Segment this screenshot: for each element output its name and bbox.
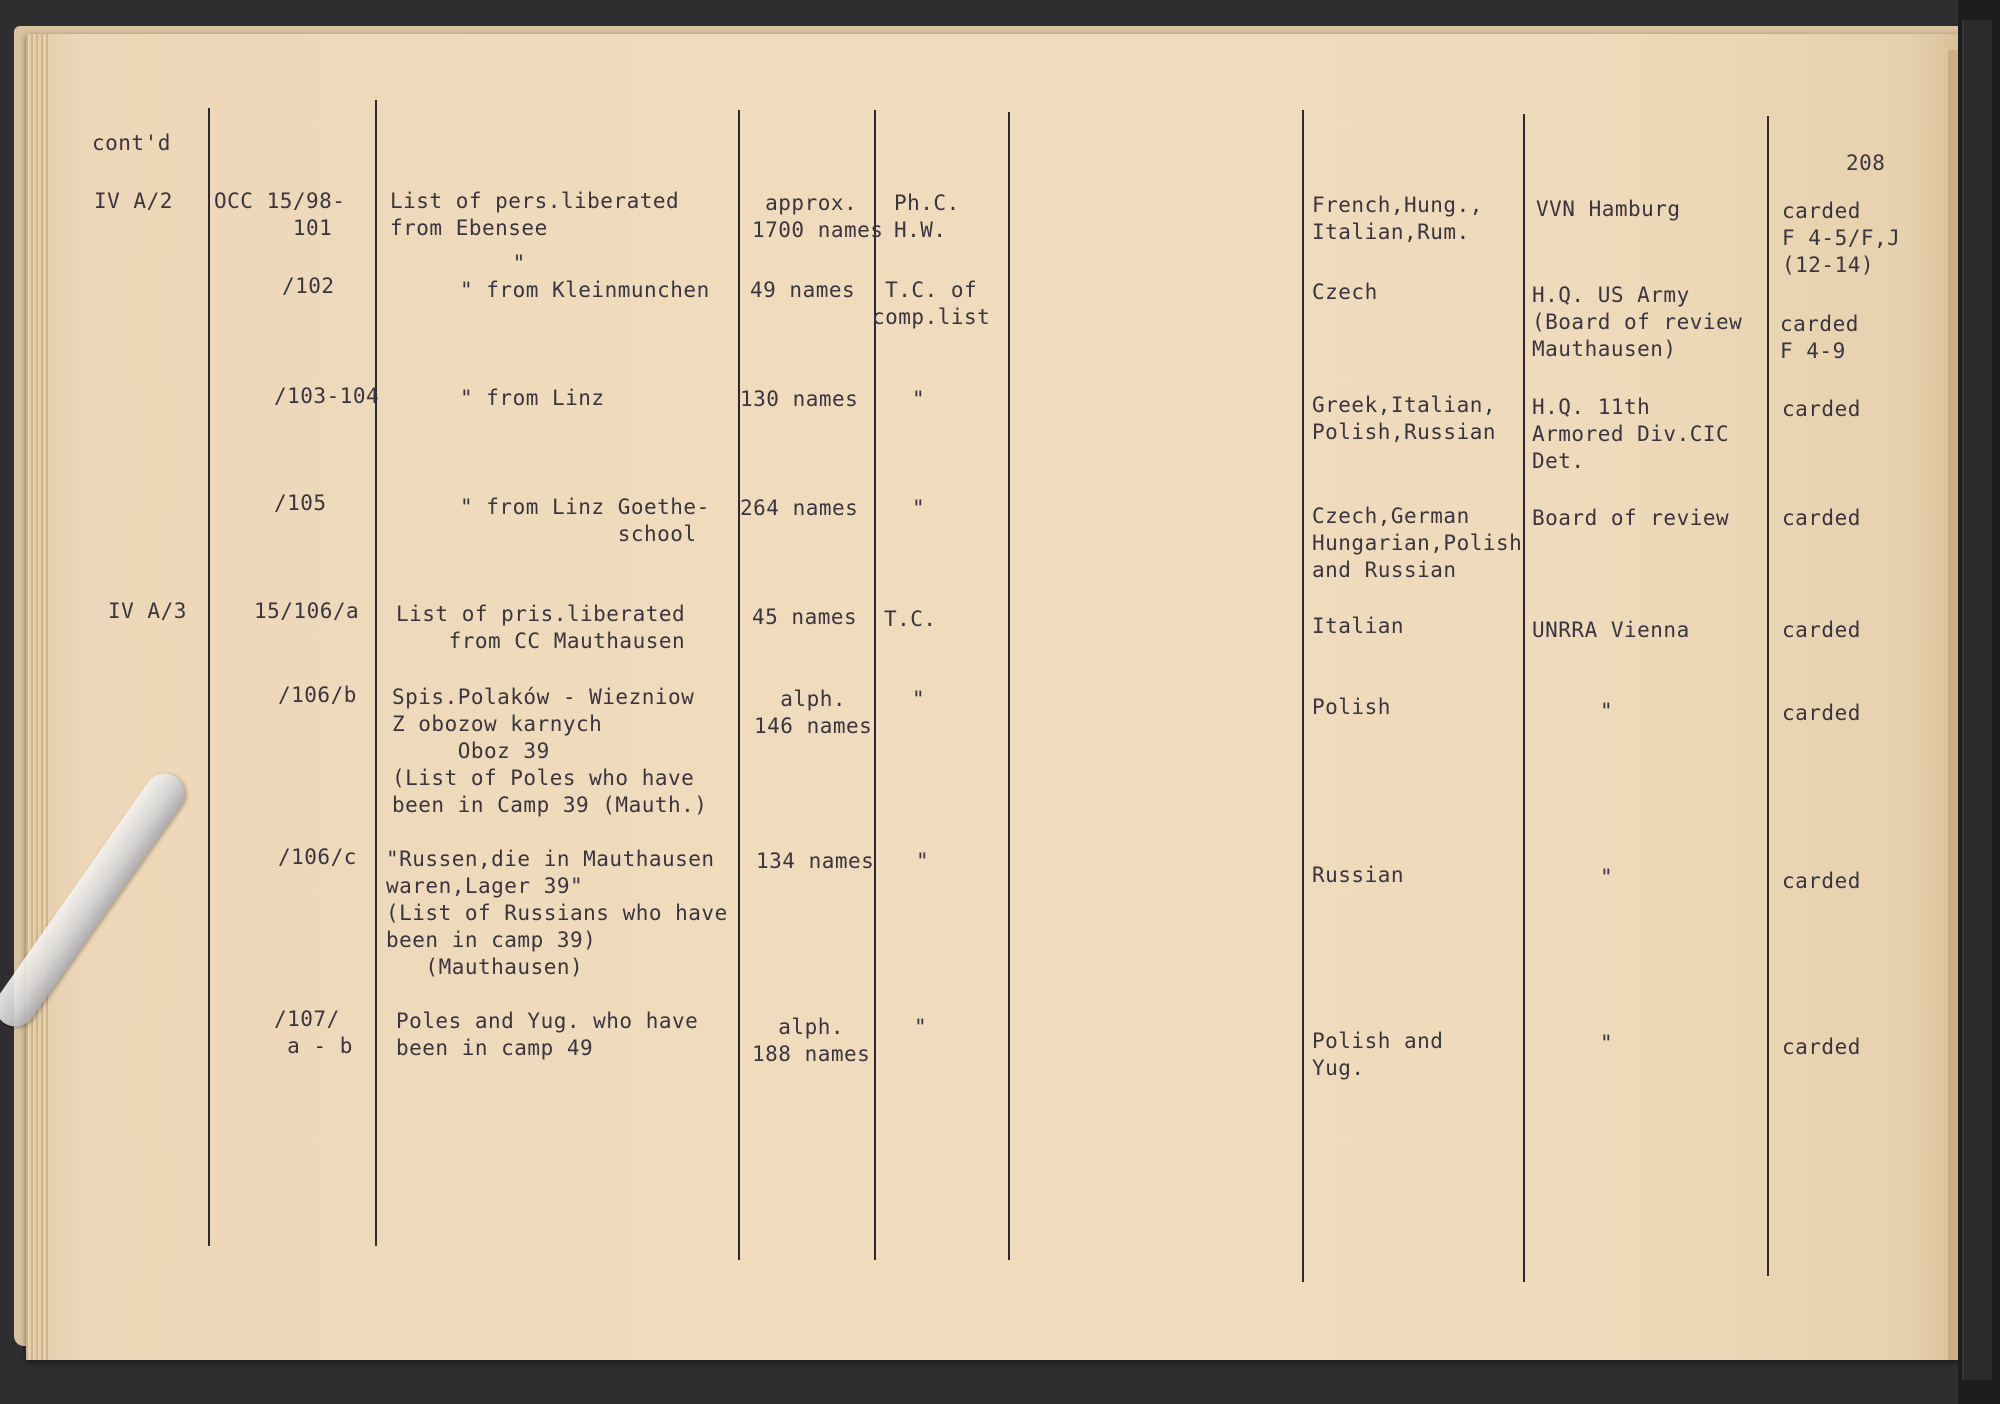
reference: OCC 15/98- 101 bbox=[214, 189, 346, 240]
nationality: Italian bbox=[1312, 614, 1405, 638]
column-rule bbox=[375, 100, 377, 1246]
status: carded bbox=[1782, 869, 1861, 893]
reference: /106/c bbox=[278, 845, 357, 869]
count: 49 names bbox=[750, 278, 856, 302]
reference: /102 bbox=[282, 274, 335, 298]
section-code: IV A/2 bbox=[94, 189, 173, 213]
nationality: Russian bbox=[1312, 863, 1405, 887]
type: T.C. bbox=[884, 607, 937, 631]
reference: /106/b bbox=[278, 683, 357, 707]
status: carded F 4-9 bbox=[1780, 312, 1859, 363]
section-code: IV A/3 bbox=[108, 599, 187, 623]
column-rule bbox=[738, 110, 740, 1260]
description: " from Linz Goethe- school bbox=[460, 495, 710, 546]
type: " bbox=[914, 1015, 928, 1039]
nationality: Czech bbox=[1312, 280, 1378, 304]
count: 134 names bbox=[756, 849, 875, 873]
column-rule bbox=[1302, 110, 1304, 1282]
column-rule bbox=[1008, 112, 1010, 1260]
type: " bbox=[912, 496, 926, 520]
count: 45 names bbox=[752, 605, 858, 629]
reference: /105 bbox=[274, 491, 327, 515]
nationality: Polish bbox=[1312, 695, 1391, 719]
source: " bbox=[1600, 865, 1614, 889]
nationality: French,Hung., Italian,Rum. bbox=[1312, 193, 1483, 244]
status: carded bbox=[1782, 618, 1861, 642]
reference: /107/ a - b bbox=[274, 1007, 353, 1058]
type: " bbox=[916, 849, 930, 873]
description: " " from Kleinmunchen bbox=[460, 251, 710, 302]
description: " from Linz bbox=[460, 386, 605, 410]
nationality: Czech,German Hungarian,Polish and Russian bbox=[1312, 504, 1523, 582]
type: T.C. of comp.list bbox=[872, 278, 991, 329]
count: 130 names bbox=[740, 387, 859, 411]
binder-clip-inner bbox=[1962, 20, 1992, 1380]
reference: 15/106/a bbox=[254, 599, 360, 623]
page-number: 208 bbox=[1846, 151, 1886, 175]
description: List of pers.liberated from Ebensee bbox=[390, 189, 680, 240]
count: alph. 188 names bbox=[752, 1015, 871, 1066]
type: " bbox=[912, 687, 926, 711]
page-edges bbox=[26, 34, 48, 1360]
status: carded bbox=[1782, 1035, 1861, 1059]
source: " bbox=[1600, 699, 1614, 723]
count: 264 names bbox=[740, 496, 859, 520]
source: VVN Hamburg bbox=[1536, 197, 1681, 221]
source: H.Q. 11th Armored Div.CIC Det. bbox=[1532, 395, 1730, 473]
status: carded F 4-5/F,J (12-14) bbox=[1782, 199, 1901, 277]
status: carded bbox=[1782, 397, 1861, 421]
source: Board of review bbox=[1532, 506, 1730, 530]
type: Ph.C. H.W. bbox=[894, 191, 960, 242]
column-rule bbox=[208, 108, 210, 1246]
reference: /103-104 bbox=[274, 384, 380, 408]
nationality: Polish and Yug. bbox=[1312, 1029, 1444, 1080]
nationality: Greek,Italian, Polish,Russian bbox=[1312, 393, 1497, 444]
column-rule bbox=[1767, 116, 1769, 1276]
count: approx. 1700 names bbox=[752, 191, 884, 242]
source: H.Q. US Army (Board of review Mauthausen) bbox=[1532, 283, 1743, 361]
description: Poles and Yug. who have been in camp 49 bbox=[396, 1009, 699, 1060]
column-rule bbox=[1523, 114, 1525, 1282]
type: " bbox=[912, 387, 926, 411]
description: "Russen,die in Mauthausen waren,Lager 39" (List of Russians who have been in camp 39) (Mauthausen) bbox=[386, 847, 728, 979]
description: Spis.Polaków - Wiezniow Z obozow karnych Oboz 39 (List of Poles who have been in Camp 39 (Mauth.) bbox=[392, 685, 708, 817]
source: " bbox=[1600, 1031, 1614, 1055]
status: carded bbox=[1782, 701, 1861, 725]
description: List of pris.liberated from CC Mauthausen bbox=[396, 602, 686, 653]
count: alph. 146 names bbox=[754, 687, 873, 738]
contd-label: cont'd bbox=[92, 131, 171, 155]
status: carded bbox=[1782, 506, 1861, 530]
source: UNRRA Vienna bbox=[1532, 618, 1690, 642]
